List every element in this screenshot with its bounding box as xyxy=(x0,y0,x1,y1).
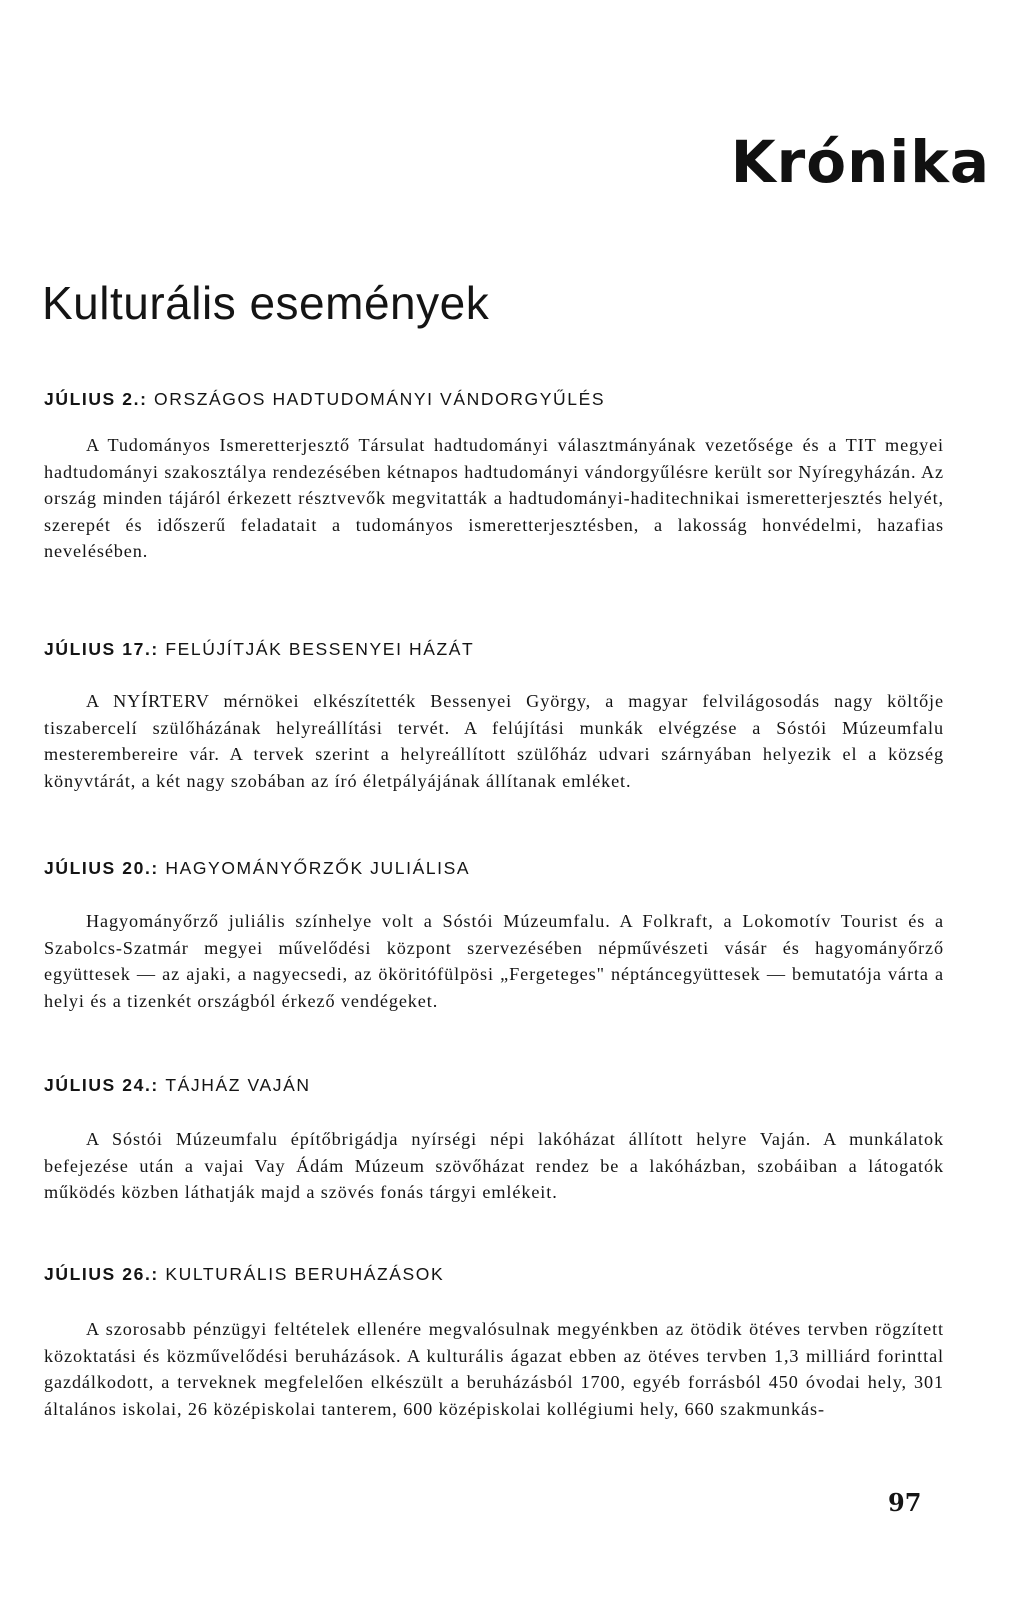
article-hadtudomanyi-vandorgyules xyxy=(44,388,944,565)
section-banner: Krónika xyxy=(730,128,990,196)
article-date: JÚLIUS 26.: xyxy=(44,1264,159,1284)
article-body: Hagyományőrző juliális színhelye volt a Sóstói Múzeumfalu. A Folkraft, a Lokomotív Tourist és a Szabolcs-Szatmár megyei művelődési központ szervezésében népművészeti vásár és hagyományőrző együttesek — az ajaki, a nagyecsedi, az ököritófülpösi „Fergeteges" néptáncegyüttesek — bemutatója várta a helyi és a tizenkét országból érkező vendégeket. xyxy=(44,911,944,1011)
article-tajhaz-vajan xyxy=(44,1074,944,1206)
article-date: JÚLIUS 20.: xyxy=(44,858,159,878)
article-body: A Sóstói Múzeumfalu építőbrigádja nyírségi népi lakóházat állított helyre Vaján. A munkálatok befejezése után a vajai Vay Ádám Múzeum szövőházat rendez be a lakóházban, szobáiban a látogatók működés közben láthatják majd a szövés fonás tárgyi emlékeit. xyxy=(44,1129,944,1202)
article-date: JÚLIUS 2.: xyxy=(44,389,148,409)
article-heading xyxy=(44,1074,944,1096)
article-title: KULTURÁLIS BERUHÁZÁSOK xyxy=(165,1264,445,1284)
article-date: JÚLIUS 17.: xyxy=(44,639,159,659)
article-heading xyxy=(44,1263,944,1285)
article-title: FELÚJÍTJÁK BESSENYEI HÁZÁT xyxy=(165,639,475,659)
article-bessenyei-haz xyxy=(44,638,944,794)
article-heading xyxy=(44,638,944,660)
article-title: TÁJHÁZ VAJÁN xyxy=(165,1075,311,1095)
article-title: HAGYOMÁNYŐRZŐK JULIÁLISA xyxy=(165,858,471,878)
article-date: JÚLIUS 24.: xyxy=(44,1075,159,1095)
article-body: A szorosabb pénzügyi feltételek ellenére megvalósulnak megyénkben az ötödik ötéves tervben rögzített közoktatási és közművelődési beruházások. A kulturális ágazat ebben az ötéves tervben 1,3 milliárd forinttal gazdálkodott, a terveknek megfelelően elkészült a beruházásból 1700, egyéb forrásból 450 óvodai hely, 301 általános iskolai, 26 középiskolai tanterem, 600 középiskolai kollégiumi hely, 660 szakmunkás- xyxy=(44,1319,944,1419)
article-hagyomanyorzok-julialisa xyxy=(44,857,944,1014)
article-title: ORSZÁGOS HADTUDOMÁNYI VÁNDORGYŰLÉS xyxy=(154,389,606,409)
article-heading xyxy=(44,857,944,879)
article-body: A Tudományos Ismeretterjesztő Társulat hadtudományi választmányának vezetősége és a TIT megyei hadtudományi szakosztálya rendezésében kétnapos hadtudományi vándorgyűlésre került sor Nyíregyházán. Az ország minden tájáról érkezett résztvevők megvitatták a hadtudományi-haditechnikai ismeretterjesztés helyét, szerepét és időszerű feladatait a tudományos ismeretterjesztésben, a lakosság honvédelmi, hazafias nevelésében. xyxy=(44,435,944,561)
article-heading xyxy=(44,388,944,410)
article-body: A NYÍRTERV mérnökei elkészítették Bessenyei György, a magyar felvilágosodás nagy költője tiszabercelí szülőházának helyreállítási tervét. A felújítási munkák elvégzése a Sóstói Múzeumfalu mesterembereire vár. A tervek szerint a helyreállított szülőház udvari szárnyában helyezik el a község könyvtárát, a két nagy szobában az író életpályájának állítanak emléket. xyxy=(44,691,944,791)
page-number: 97 xyxy=(888,1488,922,1517)
article-kulturalis-beruhazasok xyxy=(44,1263,944,1422)
page-title: Kulturális események xyxy=(42,277,490,329)
